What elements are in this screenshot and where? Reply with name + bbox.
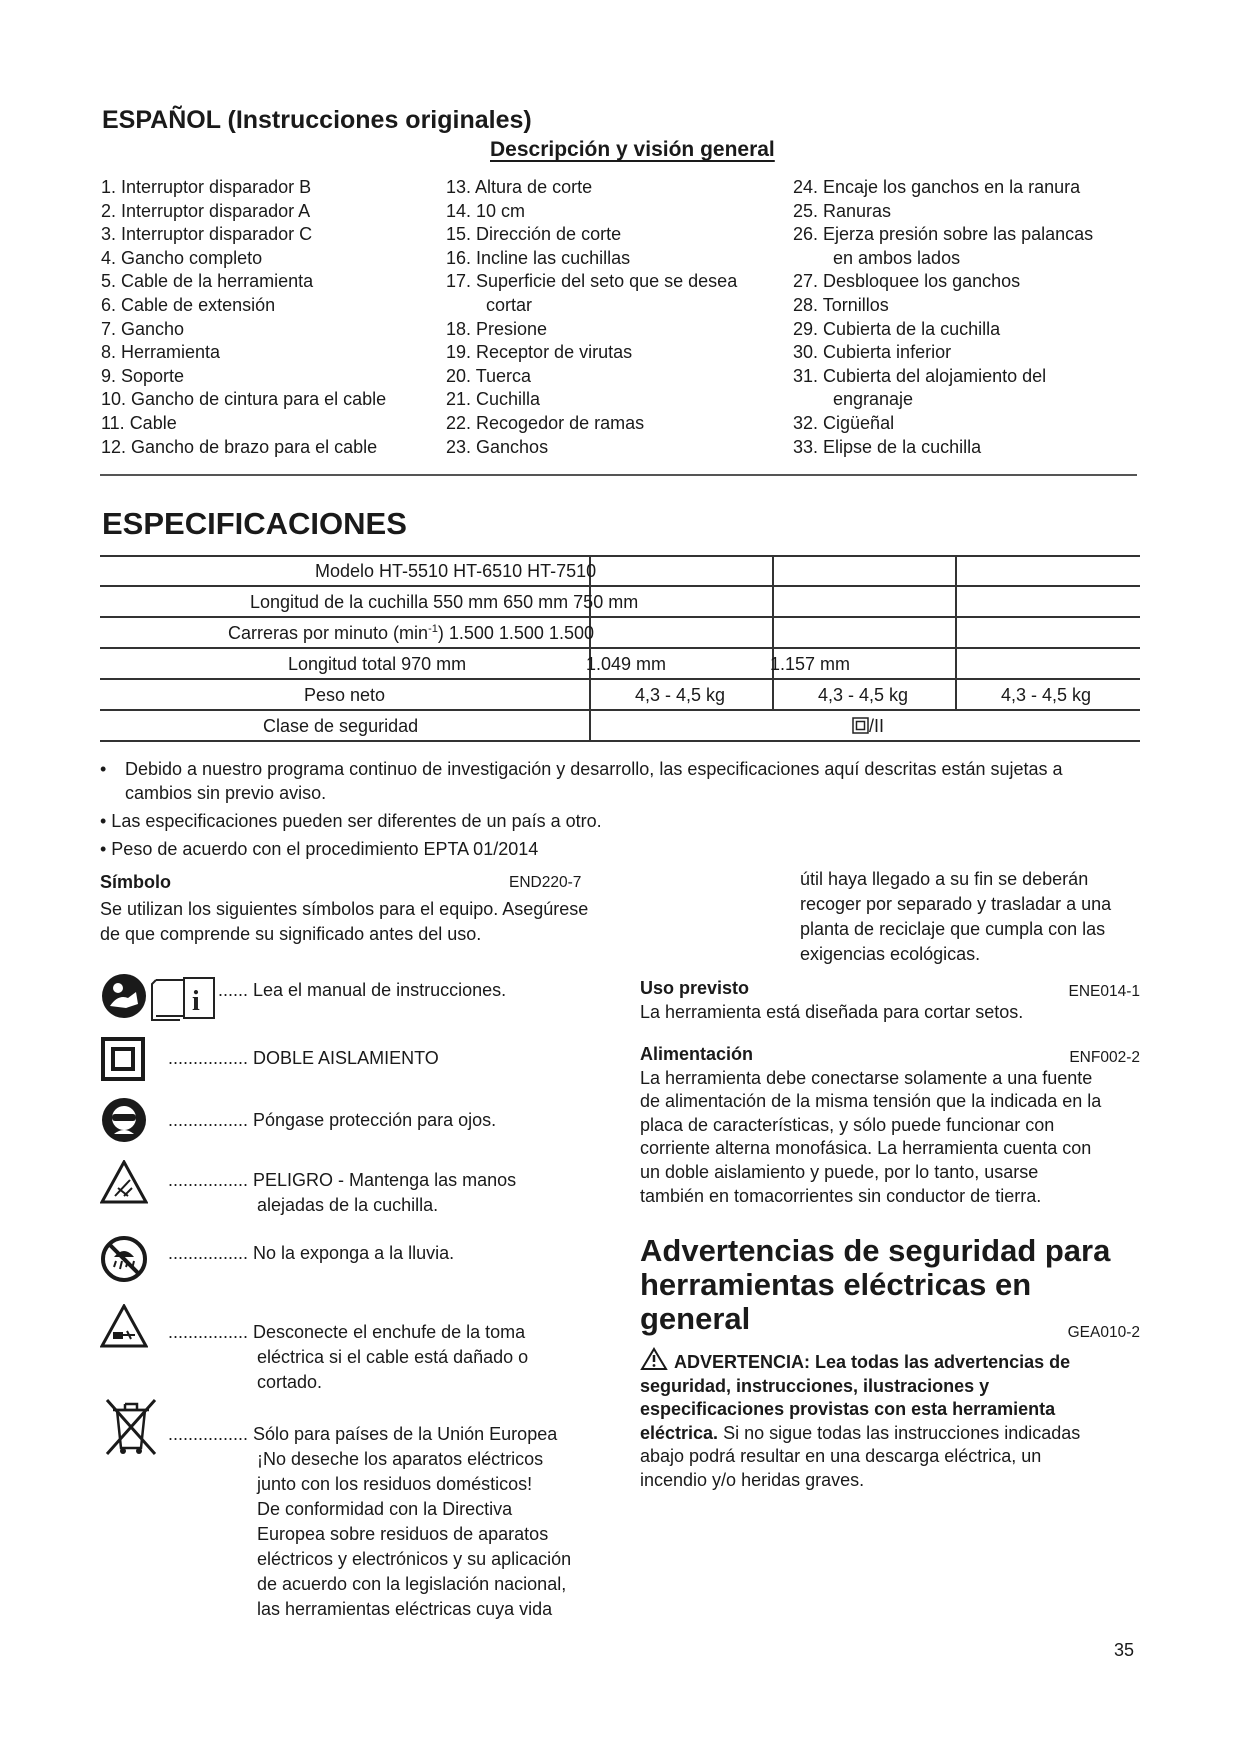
list-item: 21. Cuchilla: [446, 389, 541, 410]
list-item: 20. Tuerca: [446, 365, 532, 386]
list-item: 16. Incline las cuchillas: [446, 247, 631, 268]
list-item: 10. Gancho de cintura para el cable: [101, 389, 387, 410]
list-item: engranaje: [833, 389, 914, 410]
list-item: 3. Interruptor disparador C: [101, 224, 313, 245]
list-item: 4. Gancho completo: [101, 247, 263, 268]
list-item: 33. Elipse de la cuchilla: [793, 436, 982, 457]
intended-use-title: Uso previsto: [640, 978, 750, 998]
description-column-1: [101, 176, 386, 459]
list-item: 14. 10 cm: [446, 200, 526, 221]
list-item: 5. Cable de la herramienta: [101, 271, 314, 292]
weee-continued: útil haya llegado a su fin se deberán recoger por separado y trasladar a una planta de reciclaje que cumpla con las exigencias ecológicas.: [800, 869, 1112, 964]
spec-strokes: Carreras por minuto $(\min^{-1})$ 1.500 1.500 1.500: [228, 623, 594, 643]
description-column-3: [793, 176, 1093, 459]
list-item: 25. Ranuras: [793, 200, 892, 221]
list-item: 13. Altura de corte: [446, 177, 593, 197]
warning-triangle-icon: [640, 1347, 668, 1371]
power-supply-title: Alimentación: [640, 1044, 754, 1064]
list-item: 27. Desbloquee los ganchos: [793, 271, 1021, 292]
list-item: cortar: [486, 294, 533, 315]
spec-total-length-2: 1.049 mm: [586, 654, 667, 674]
list-item: 15. Dirección de corte: [446, 224, 622, 245]
page-number: 35: [1114, 1640, 1135, 1660]
list-item: 11. Cable: [101, 412, 177, 433]
read-manual-icon: [100, 972, 220, 1022]
list-item: 8. Herramienta: [101, 342, 221, 363]
intended-use-code: ENE014-1: [1068, 983, 1140, 1000]
specifications-title: ESPECIFICACIONES: [102, 506, 407, 541]
list-item: 1. Interruptor disparador B: [101, 177, 312, 197]
no-rain-icon: [100, 1235, 148, 1283]
intended-use-section: [640, 977, 1140, 1024]
list-item: 7. Gancho: [101, 318, 185, 339]
double-insulation-icon: [100, 1036, 146, 1082]
list-item: 24. Encaje los ganchos en la ranura: [793, 177, 1081, 197]
symbols-code: END220-7: [509, 874, 582, 891]
warning-plug-icon: [100, 1304, 148, 1348]
intended-use-text: La herramienta está diseñada para cortar setos.: [640, 1001, 1024, 1022]
power-supply-section: Alimentación ENF002-2 La herramienta debe conectarse solamente a una fuente de alimentación de la misma tensión que la indicada en la placa de características, y sólo puede funcionar con corriente alterna monofásica. La herramienta cuenta con un doble aislamiento y puede, por lo tanto, usarse también en tomacorrientes sin conductor de tierra.: [640, 1044, 1140, 1206]
spec-note-3: • Peso de acuerdo con el procedimiento EPTA 01/2014: [100, 839, 539, 859]
spec-model: Modelo HT-5510 HT-6510 HT-7510: [315, 561, 597, 581]
list-item: 28. Tornillos: [793, 294, 889, 315]
list-item: 2. Interruptor disparador A: [101, 200, 311, 221]
spec-net-weight-label: Peso neto: [304, 685, 386, 705]
eye-protection-icon: [100, 1096, 148, 1144]
spec-safety-class-label: Clase de seguridad: [263, 716, 419, 736]
double-insulation-icon: [852, 717, 869, 734]
power-supply-code: ENF002-2: [1069, 1049, 1140, 1066]
list-item: 18. Presione: [446, 318, 548, 339]
list-item: 29. Cubierta de la cuchilla: [793, 318, 1001, 339]
spec-safety-class-value: /II: [852, 716, 884, 737]
list-item: 17. Superficie del seto que se desea: [446, 271, 738, 292]
spec-total-length-label: Longitud total 970 mm: [288, 654, 467, 674]
list-item: en ambos lados: [833, 247, 961, 268]
section-title: Descripción y visión general: [490, 138, 775, 161]
symbols-title: Símbolo: [100, 872, 171, 892]
list-item: 9. Soporte: [101, 365, 185, 386]
list-item: 30. Cubierta inferior: [793, 342, 952, 363]
symbols-intro: Se utilizan los siguientes símbolos para el equipo. Asegúrese de que comprende su significado antes del uso.: [100, 899, 589, 944]
specifications-table: [100, 555, 1140, 741]
warning-text: ADVERTENCIA: Lea todas las advertencias de seguridad, instrucciones, ilustraciones y especificaciones provistas con esta herramienta eléctrica. Si no sigue todas las instrucciones indicadas abajo podrá resultar en una descarga eléctrica, un incendio y/o heridas graves.: [640, 1347, 1140, 1493]
description-column-2: [446, 176, 737, 459]
spec-net-weight-3: 4,3 - 4,5 kg: [1001, 685, 1092, 705]
svg-text:i: i: [192, 986, 200, 1017]
section-divider: [100, 474, 1137, 476]
spec-blade-length: Longitud de la cuchilla 550 mm 650 mm 750 mm: [250, 592, 639, 612]
spec-note-2: • Las especificaciones pueden ser diferentes de un país a otro.: [100, 811, 602, 831]
list-item: 12. Gancho de brazo para el cable: [101, 436, 378, 457]
crossed-bin-icon: [103, 1396, 159, 1458]
safety-warnings-heading: Advertencias de seguridad para herramientas eléctricas en general GEA010-2: [640, 1234, 1140, 1336]
list-item: 26. Ejerza presión sobre las palancas: [793, 224, 1094, 245]
spec-total-length-3: 1.157 mm: [770, 654, 851, 674]
list-item: 32. Cigüeñal: [793, 412, 895, 433]
spec-net-weight-2: 4,3 - 4,5 kg: [818, 685, 909, 705]
list-item: 6. Cable de extensión: [101, 294, 276, 315]
list-item: 23. Ganchos: [446, 436, 549, 457]
warning-hand-blade-icon: [100, 1160, 148, 1204]
spec-net-weight-1: 4,3 - 4,5 kg: [635, 685, 726, 705]
list-item: 19. Receptor de virutas: [446, 342, 633, 363]
warnings-code: GEA010-2: [1067, 1324, 1140, 1341]
list-item: 31. Cubierta del alojamiento del: [793, 365, 1047, 386]
list-item: 22. Recogedor de ramas: [446, 412, 645, 433]
language-heading: ESPAÑOL (Instrucciones originales): [102, 106, 532, 134]
